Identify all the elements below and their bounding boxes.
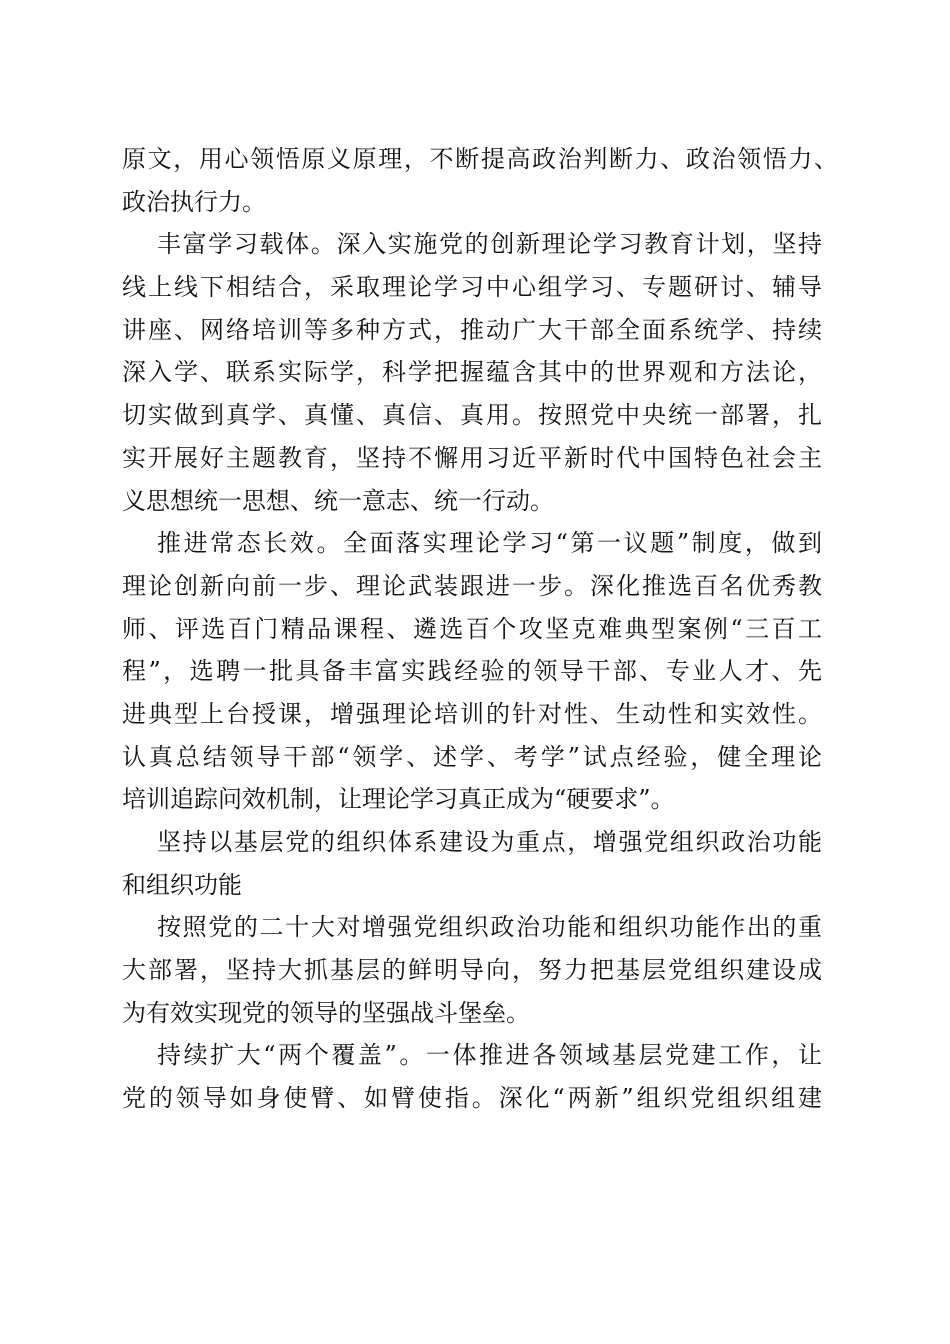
- text-line: 切实做到真学、真懂、真信、真用。按照党中央统一部署，扎: [122, 401, 822, 430]
- paragraph-enrich-learning: [122, 223, 822, 522]
- text-line: 丰富学习载体。深入实施党的创新理论学习教育计划，坚持: [157, 230, 822, 259]
- text-line: 党的领导如身使臂、如臂使指。深化“两新”组织党组织组建: [122, 1084, 822, 1113]
- text-line: 线上线下相结合，采取理论学习中心组学习、专题研讨、辅导: [122, 273, 822, 302]
- paragraph-coverage: [122, 1034, 822, 1119]
- document-page: [122, 138, 838, 1120]
- text-line: 讲座、网络培训等多种方式，推动广大干部全面系统学、持续: [122, 315, 822, 344]
- text-line: 理论创新向前一步、理论武装跟进一步。深化推选百名优秀教: [122, 571, 822, 600]
- text-line: 培训追踪问效机制，让理论学习真正成为“硬要求”。: [122, 785, 675, 814]
- paragraph-normalize: [122, 522, 822, 821]
- text-line: 进典型上台授课，增强理论培训的针对性、生动性和实效性。: [122, 699, 822, 728]
- text-line: 政治执行力。: [122, 187, 266, 216]
- text-line: 师、评选百门精品课程、遴选百个攻坚克难典型案例“三百工: [122, 614, 822, 643]
- text-line: 按照党的二十大对增强党组织政治功能和组织功能作出的重: [157, 913, 822, 942]
- text-line: 深入学、联系实际学，科学把握蕴含其中的世界观和方法论，: [122, 358, 822, 387]
- text-line: 和组织功能: [122, 870, 242, 899]
- text-line: 坚持以基层党的组织体系建设为重点，增强党组织政治功能: [157, 828, 822, 856]
- text-line: 原文，用心领悟原义原理，不断提高政治判断力、政治领悟力、: [122, 145, 838, 173]
- text-line: 持续扩大“两个覆盖”。一体推进各领域基层党建工作，让: [157, 1041, 822, 1070]
- text-line: 为有效实现党的领导的坚强战斗堡垒。: [122, 998, 530, 1027]
- text-line: 程”，选聘一批具备丰富实践经验的领导干部、专业人才、先: [122, 657, 822, 686]
- text-line: 义思想统一思想、统一意志、统一行动。: [122, 486, 554, 515]
- section-heading: [122, 821, 822, 906]
- text-line: 推进常态长效。全面落实理论学习“第一议题”制度，做到: [157, 529, 822, 558]
- text-line: 大部署，坚持大抓基层的鲜明导向，努力把基层党组织建设成: [122, 956, 822, 985]
- paragraph-deployment: [122, 906, 822, 1034]
- paragraph-continuation: [122, 138, 838, 223]
- text-line: 认真总结领导干部“领学、述学、考学”试点经验，健全理论: [122, 742, 822, 771]
- text-line: 实开展好主题教育，坚持不懈用习近平新时代中国特色社会主: [122, 443, 822, 472]
